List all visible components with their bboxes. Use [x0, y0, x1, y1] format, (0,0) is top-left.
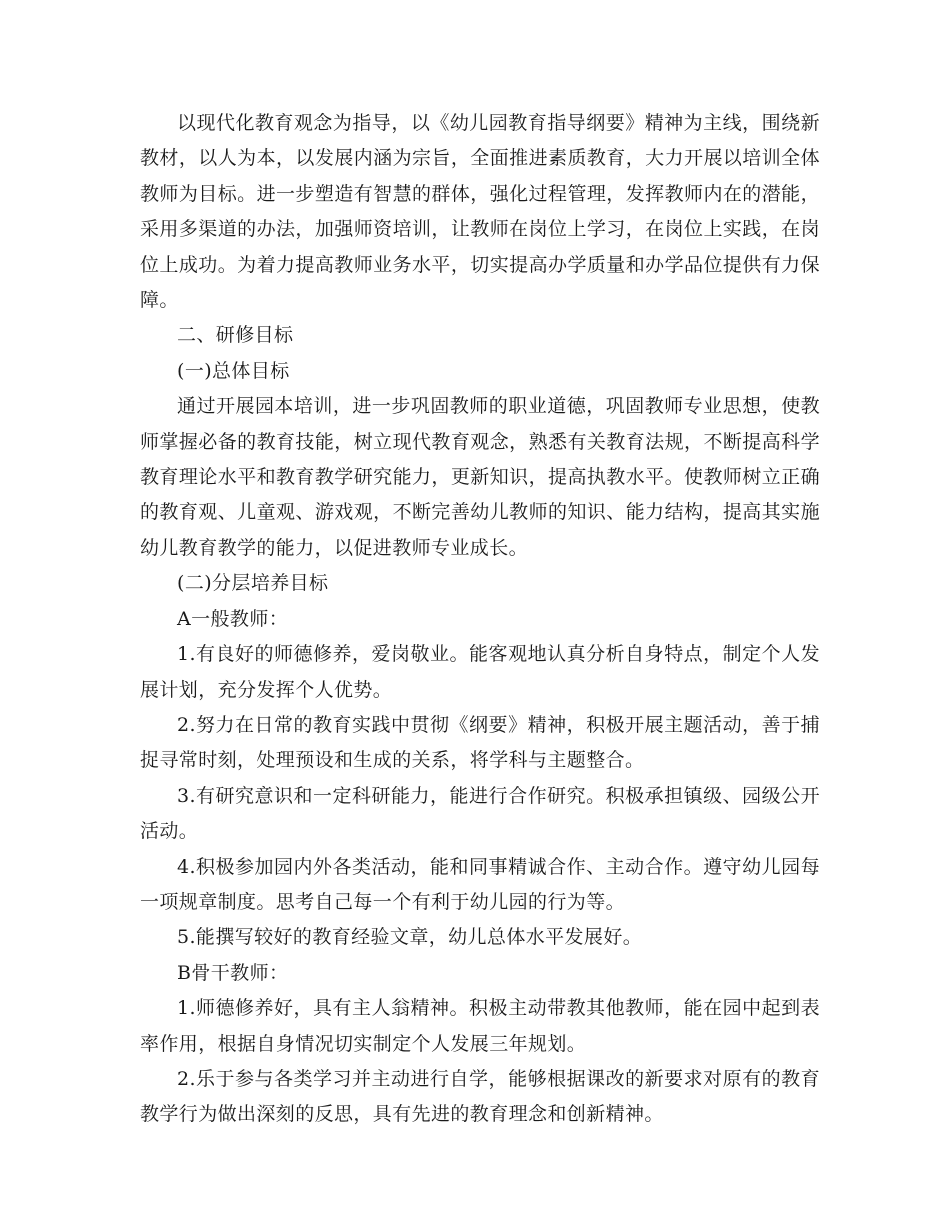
- subsection-heading-overall-goal: (一)总体目标: [177, 359, 290, 382]
- list-item: 2.乐于参与各类学习并主动进行自学，能够根据课改的新要求对原有的教育教学行为做出深刻的反思，具有先进的教育理念和创新精神。: [140, 1067, 820, 1126]
- list-item: 1.有良好的师德修养，爱岗敬业。能客观地认真分析自身特点，制定个人发展计划，充分发挥个人优势。: [140, 643, 820, 701]
- section-heading-research-goals: 二、研修目标: [177, 324, 294, 347]
- overall-goal-paragraph: 通过开展园本培训，进一步巩固教师的职业道德，巩固教师专业思想，使教师掌握必备的教育技能，树立现代教育观念，熟悉有关教育法规，不断提高科学教育理论水平和教育教学研究能力，更新知识，提高执教水平。使教师树立正确的教育观、儿童观、游戏观，不断完善幼儿教师的知识、能力结构，提高其实施幼儿教育教学的能力，以促进教师专业成长。: [140, 395, 820, 559]
- list-item: 1.师德修养好，具有主人翁精神。积极主动带教其他教师，能在园中起到表率作用，根据自身情况切实制定个人发展三年规划。: [140, 997, 820, 1055]
- list-item: 4.积极参加园内外各类活动，能和同事精诚合作、主动合作。遵守幼儿园每一项规章制度。思考自己每一个有利于幼儿园的行为等。: [140, 855, 820, 913]
- document-body: [140, 106, 820, 1133]
- group-heading-key-teachers: B骨干教师：: [177, 961, 289, 984]
- group-heading-general-teachers: A一般教师：: [177, 607, 289, 630]
- subsection-heading-tiered-goals: (二)分层培养目标: [177, 572, 329, 595]
- list-item: 3.有研究意识和一定科研能力，能进行合作研究。积极承担镇级、园级公开活动。: [140, 784, 820, 843]
- list-item: 5.能撰写较好的教育经验文章，幼儿总体水平发展好。: [177, 926, 643, 949]
- list-item: 2.努力在日常的教育实践中贯彻《纲要》精神，积极开展主题活动，善于捕捉寻常时刻，处理预设和生成的关系，将学科与主题整合。: [140, 713, 820, 772]
- intro-paragraph: 以现代化教育观念为指导，以《幼儿园教育指导纲要》精神为主线，围绕新教材，以人为本，以发展内涵为宗旨，全面推进素质教育，大力开展以培训全体教师为目标。进一步塑造有智慧的群体，强化过程管理，发挥教师内在的潜能，采用多渠道的办法，加强师资培训，让教师在岗位上学习，在岗位上实践，在岗位上成功。为着力提高教师业务水平，切实提高办学质量和办学品位提供有力保障。: [140, 112, 820, 312]
